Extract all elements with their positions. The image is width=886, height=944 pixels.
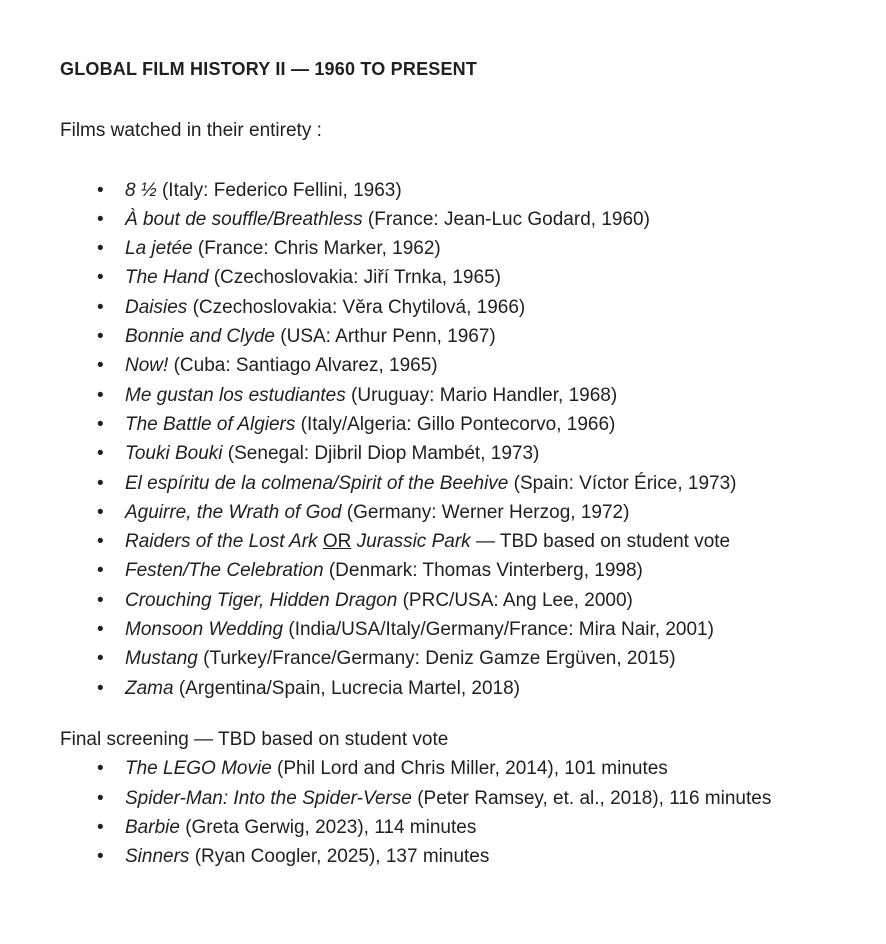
film-text-segment: (Czechoslovakia: Věra Chytilová, 1966) bbox=[187, 296, 526, 318]
film-text-segment: Raiders of the Lost Ark bbox=[125, 531, 318, 553]
film-text-segment: (Phil Lord and Chris Miller, 2014), 101 minutes bbox=[271, 758, 668, 780]
film-list-item bbox=[60, 381, 846, 410]
film-text-segment: Daisies bbox=[125, 296, 188, 318]
film-list-item bbox=[60, 469, 846, 498]
film-text-segment: Touki Bouki bbox=[125, 443, 223, 465]
film-text-segment: Now! bbox=[125, 355, 169, 377]
film-text-segment: 8 ½ bbox=[125, 179, 157, 201]
film-list-item bbox=[60, 410, 846, 439]
final-screening-heading: Final screening — TBD based on student vote bbox=[60, 728, 449, 750]
film-text-segment: (USA: Arthur Penn, 1967) bbox=[275, 326, 496, 348]
film-text-segment: (Spain: Víctor Érice, 1973) bbox=[508, 472, 737, 494]
film-text-segment: Spider-Man: Into the Spider-Verse bbox=[125, 787, 412, 809]
films-watched-list bbox=[60, 176, 846, 703]
film-list-item bbox=[60, 644, 846, 673]
film-text-segment: (Cuba: Santiago Alvarez, 1965) bbox=[168, 355, 438, 377]
film-text-segment: (Greta Gerwig, 2023), 114 minutes bbox=[179, 816, 477, 838]
film-text-segment: (Czechoslovakia: Jiří Trnka, 1965) bbox=[208, 267, 501, 289]
film-text-segment: (Germany: Werner Herzog, 1972) bbox=[341, 501, 630, 523]
film-text-segment: Festen/The Celebration bbox=[125, 560, 324, 582]
page-title: GLOBAL FILM HISTORY II — 1960 TO PRESENT bbox=[60, 59, 478, 79]
film-text-segment: Mustang bbox=[125, 648, 198, 670]
film-text-segment: Monsoon Wedding bbox=[125, 619, 284, 641]
film-list-item bbox=[60, 527, 846, 556]
film-text-segment: Me gustan los estudiantes bbox=[125, 384, 346, 406]
film-text-segment: El espíritu de la colmena/Spirit of the Beehive bbox=[125, 472, 509, 494]
film-text-segment: (Peter Ramsey, et. al., 2018), 116 minutes bbox=[411, 787, 772, 809]
film-text-segment: (Uruguay: Mario Handler, 1968) bbox=[345, 384, 618, 406]
film-text-segment: Barbie bbox=[125, 816, 180, 838]
film-text-segment: La jetée bbox=[125, 238, 193, 260]
film-list-item bbox=[60, 813, 846, 842]
film-list-item bbox=[60, 176, 846, 205]
film-list-item bbox=[60, 498, 846, 527]
film-list-item bbox=[60, 234, 846, 263]
film-text-segment: Crouching Tiger, Hidden Dragon bbox=[125, 589, 398, 611]
film-list-item bbox=[60, 263, 846, 292]
film-text-segment: (Italy: Federico Fellini, 1963) bbox=[156, 179, 402, 201]
film-text-segment: (Turkey/France/Germany: Deniz Gamze Ergüven, 2015) bbox=[197, 648, 676, 670]
film-text-segment: (PRC/USA: Ang Lee, 2000) bbox=[397, 589, 633, 611]
final-screening-list bbox=[60, 754, 846, 871]
film-text-segment: The Battle of Algiers bbox=[125, 413, 296, 435]
film-text-segment: The LEGO Movie bbox=[125, 758, 272, 780]
film-text-segment: (India/USA/Italy/Germany/France: Mira Nair, 2001) bbox=[283, 619, 714, 641]
film-text-segment: — TBD based on student vote bbox=[470, 531, 731, 553]
film-list-item bbox=[60, 784, 846, 813]
film-text-segment: Sinners bbox=[125, 846, 190, 868]
film-text-segment: Bonnie and Clyde bbox=[125, 326, 275, 348]
intro-text: Films watched in their entirety : bbox=[60, 120, 322, 142]
film-list-item bbox=[60, 351, 846, 380]
film-list-item bbox=[60, 754, 846, 783]
film-text-segment: The Hand bbox=[125, 267, 209, 289]
film-text-segment: À bout de souffle/Breathless bbox=[125, 208, 363, 230]
film-text-segment: (Denmark: Thomas Vinterberg, 1998) bbox=[323, 560, 643, 582]
film-text-segment: (France: Chris Marker, 1962) bbox=[192, 238, 441, 260]
film-list-item bbox=[60, 674, 846, 703]
film-list-item bbox=[60, 322, 846, 351]
film-list-item bbox=[60, 586, 846, 615]
film-list-item bbox=[60, 205, 846, 234]
film-list-item bbox=[60, 842, 846, 871]
film-text-segment: (Argentina/Spain, Lucrecia Martel, 2018) bbox=[173, 677, 520, 699]
film-text-segment: OR bbox=[322, 531, 352, 553]
film-text-segment: (Senegal: Djibril Diop Mambét, 1973) bbox=[222, 443, 540, 465]
film-list-item bbox=[60, 556, 846, 585]
film-text-segment: Zama bbox=[125, 677, 174, 699]
film-list-item bbox=[60, 439, 846, 468]
film-list-item bbox=[60, 615, 846, 644]
film-text-segment: Aguirre, the Wrath of God bbox=[125, 501, 342, 523]
film-text-segment: (Italy/Algeria: Gillo Pontecorvo, 1966) bbox=[295, 413, 616, 435]
film-text-segment: (Ryan Coogler, 2025), 137 minutes bbox=[189, 846, 490, 868]
film-text-segment: (France: Jean-Luc Godard, 1960) bbox=[362, 208, 650, 230]
film-text-segment: Jurassic Park bbox=[356, 531, 471, 553]
film-list-item bbox=[60, 293, 846, 322]
